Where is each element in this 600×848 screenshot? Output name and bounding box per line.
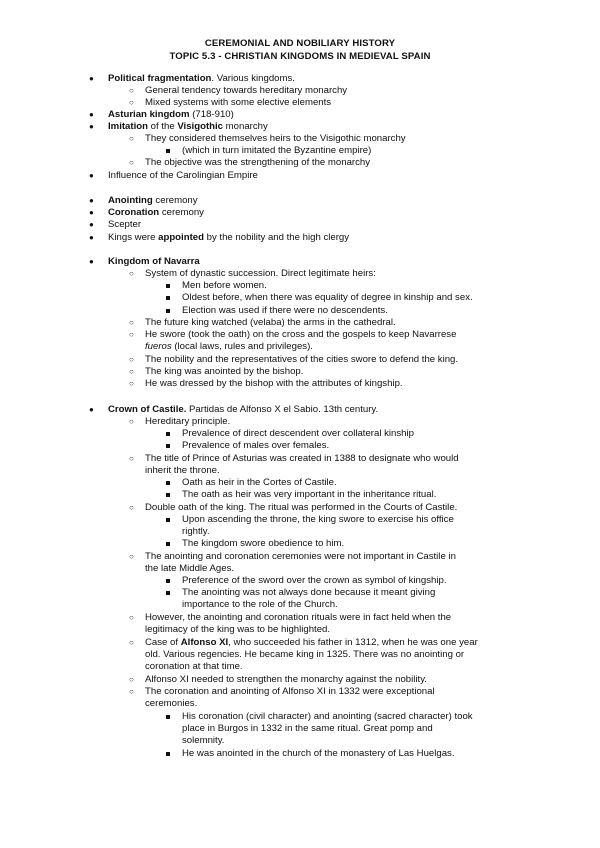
bullet-circle: ○ bbox=[129, 134, 134, 143]
bullet-square bbox=[166, 715, 170, 719]
bullet-square bbox=[166, 579, 170, 583]
list-item: Anointing ceremony bbox=[108, 195, 198, 206]
bullet-circle: ○ bbox=[129, 613, 134, 622]
bullet-disc: ● bbox=[89, 233, 94, 242]
bullet-circle: ○ bbox=[129, 417, 134, 426]
list-item: Election was used if there were no descendents. bbox=[182, 305, 388, 316]
list-item: The nobility and the representatives of the cities swore to defend the king. bbox=[145, 354, 459, 365]
bullet-circle: ○ bbox=[129, 638, 134, 647]
bullet-square bbox=[166, 752, 170, 756]
list-item: They considered themselves heirs to the Visigothic monarchy bbox=[145, 133, 406, 144]
bullet-circle: ○ bbox=[129, 675, 134, 684]
list-item: Case of Alfonso XI, who succeeded his father in 1312, when he was one year bbox=[145, 637, 478, 648]
list-item: legitimacy of the king was to be highlighted. bbox=[145, 624, 331, 635]
bullet-circle: ○ bbox=[129, 86, 134, 95]
list-item: Upon ascending the throne, the king swore to exercise his office bbox=[182, 514, 454, 525]
bullet-circle: ○ bbox=[129, 269, 134, 278]
list-item: Men before women. bbox=[182, 280, 267, 291]
list-item: Mixed systems with some elective elements bbox=[145, 97, 332, 108]
bullet-circle: ○ bbox=[129, 379, 134, 388]
bullet-square bbox=[166, 309, 170, 313]
list-item: General tendency towards hereditary monarchy bbox=[145, 85, 348, 96]
bullet-circle: ○ bbox=[129, 158, 134, 167]
list-item: solemnity. bbox=[182, 735, 225, 746]
section-heading-navarra: Kingdom of Navarra bbox=[108, 256, 200, 267]
bullet-disc: ● bbox=[89, 220, 94, 229]
bullet-circle: ○ bbox=[129, 503, 134, 512]
bullet-square bbox=[166, 542, 170, 546]
list-item: Influence of the Carolingian Empire bbox=[108, 170, 258, 181]
list-item: The anointing was not always done because it meant giving bbox=[182, 587, 436, 598]
list-item: System of dynastic succession. Direct legitimate heirs: bbox=[145, 268, 376, 279]
list-item: The coronation and anointing of Alfonso XI in 1332 were exceptional bbox=[145, 686, 435, 697]
list-item: Alfonso XI needed to strengthen the monarchy against the nobility. bbox=[145, 674, 427, 685]
list-item: The title of Prince of Asturias was created in 1388 to designate who would bbox=[145, 453, 459, 464]
list-item: The king was anointed by the bishop. bbox=[145, 366, 304, 377]
list-item: The kingdom swore obedience to him. bbox=[182, 538, 345, 549]
list-item: Prevalence of males over females. bbox=[182, 440, 330, 451]
bullet-circle: ○ bbox=[129, 355, 134, 364]
list-item: The oath as heir was very important in the inheritance ritual. bbox=[182, 489, 437, 500]
bullet-square bbox=[166, 284, 170, 288]
bullet-square bbox=[166, 591, 170, 595]
bullet-square bbox=[166, 296, 170, 300]
list-item: However, the anointing and coronation rituals were in fact held when the bbox=[145, 612, 452, 623]
bullet-square bbox=[166, 432, 170, 436]
document-subtitle: TOPIC 5.3 - CHRISTIAN KINGDOMS IN MEDIEVAL SPAIN bbox=[169, 51, 431, 62]
section-heading-castile: Crown of Castile. Partidas de Alfonso X el Sabio. 13th century. bbox=[108, 404, 379, 415]
list-item: He swore (took the oath) on the cross and the gospels to keep Navarrese bbox=[145, 329, 457, 340]
bullet-circle: ○ bbox=[129, 454, 134, 463]
list-item: Preference of the sword over the crown as symbol of kingship. bbox=[182, 575, 447, 586]
list-item: Imitation of the Visigothic monarchy bbox=[108, 121, 268, 132]
bullet-square bbox=[166, 518, 170, 522]
list-item: Oath as heir in the Cortes of Castile. bbox=[182, 477, 337, 488]
list-item: (which in turn imitated the Byzantine empire) bbox=[182, 145, 372, 156]
list-item: The future king watched (velaba) the arms in the cathedral. bbox=[145, 317, 396, 328]
bullet-circle: ○ bbox=[129, 318, 134, 327]
bullet-square bbox=[166, 149, 170, 153]
list-item: Kings were appointed by the nobility and the high clergy bbox=[108, 232, 350, 243]
list-item: Coronation ceremony bbox=[108, 207, 204, 218]
list-item: Political fragmentation. Various kingdoms. bbox=[108, 73, 295, 84]
bullet-disc: ● bbox=[89, 208, 94, 217]
list-item: His coronation (civil character) and anointing (sacred character) took bbox=[182, 711, 473, 722]
list-item: The anointing and coronation ceremonies were not important in Castile in bbox=[145, 551, 456, 562]
bullet-square bbox=[166, 444, 170, 448]
bullet-disc: ● bbox=[89, 110, 94, 119]
bullet-circle: ○ bbox=[129, 98, 134, 107]
list-item: Double oath of the king. The ritual was performed in the Courts of Castile. bbox=[145, 502, 458, 513]
list-item: importance to the role of the Church. bbox=[182, 599, 338, 610]
bullet-square bbox=[166, 481, 170, 485]
list-item: old. Various regencies. He became king in 1325. There was no anointing or bbox=[145, 649, 465, 660]
document-title: CEREMONIAL AND NOBILIARY HISTORY bbox=[204, 38, 396, 49]
list-item: Oldest before, when there was equality of degree in kinship and sex. bbox=[182, 292, 473, 303]
list-item: place in Burgos in 1332 in the same ritual. Great pomp and bbox=[182, 723, 433, 734]
list-item: Asturian kingdom (718-910) bbox=[108, 109, 234, 120]
list-item: fueros (local laws, rules and privileges). bbox=[145, 341, 313, 352]
list-item: the late Middle Ages. bbox=[145, 563, 235, 574]
list-item: rightly. bbox=[182, 526, 210, 537]
list-item: coronation at that time. bbox=[145, 661, 243, 672]
bullet-square bbox=[166, 493, 170, 497]
bullet-disc: ● bbox=[89, 257, 94, 266]
list-item: ceremonies. bbox=[145, 698, 198, 709]
bullet-disc: ● bbox=[89, 405, 94, 414]
bullet-disc: ● bbox=[89, 171, 94, 180]
list-item: He was anointed in the church of the monastery of Las Huelgas. bbox=[182, 748, 455, 759]
list-item: He was dressed by the bishop with the attributes of kingship. bbox=[145, 378, 403, 389]
list-item: Hereditary principle. bbox=[145, 416, 231, 427]
bullet-disc: ● bbox=[89, 74, 94, 83]
bullet-circle: ○ bbox=[129, 330, 134, 339]
bullet-disc: ● bbox=[89, 196, 94, 205]
bullet-circle: ○ bbox=[129, 367, 134, 376]
bullet-circle: ○ bbox=[129, 552, 134, 561]
list-item: Prevalence of direct descendent over collateral kinship bbox=[182, 428, 414, 439]
list-item: inherit the throne. bbox=[145, 465, 220, 476]
bullet-circle: ○ bbox=[129, 687, 134, 696]
list-item: The objective was the strengthening of the monarchy bbox=[145, 157, 371, 168]
list-item: Scepter bbox=[108, 219, 142, 230]
bullet-disc: ● bbox=[89, 122, 94, 131]
